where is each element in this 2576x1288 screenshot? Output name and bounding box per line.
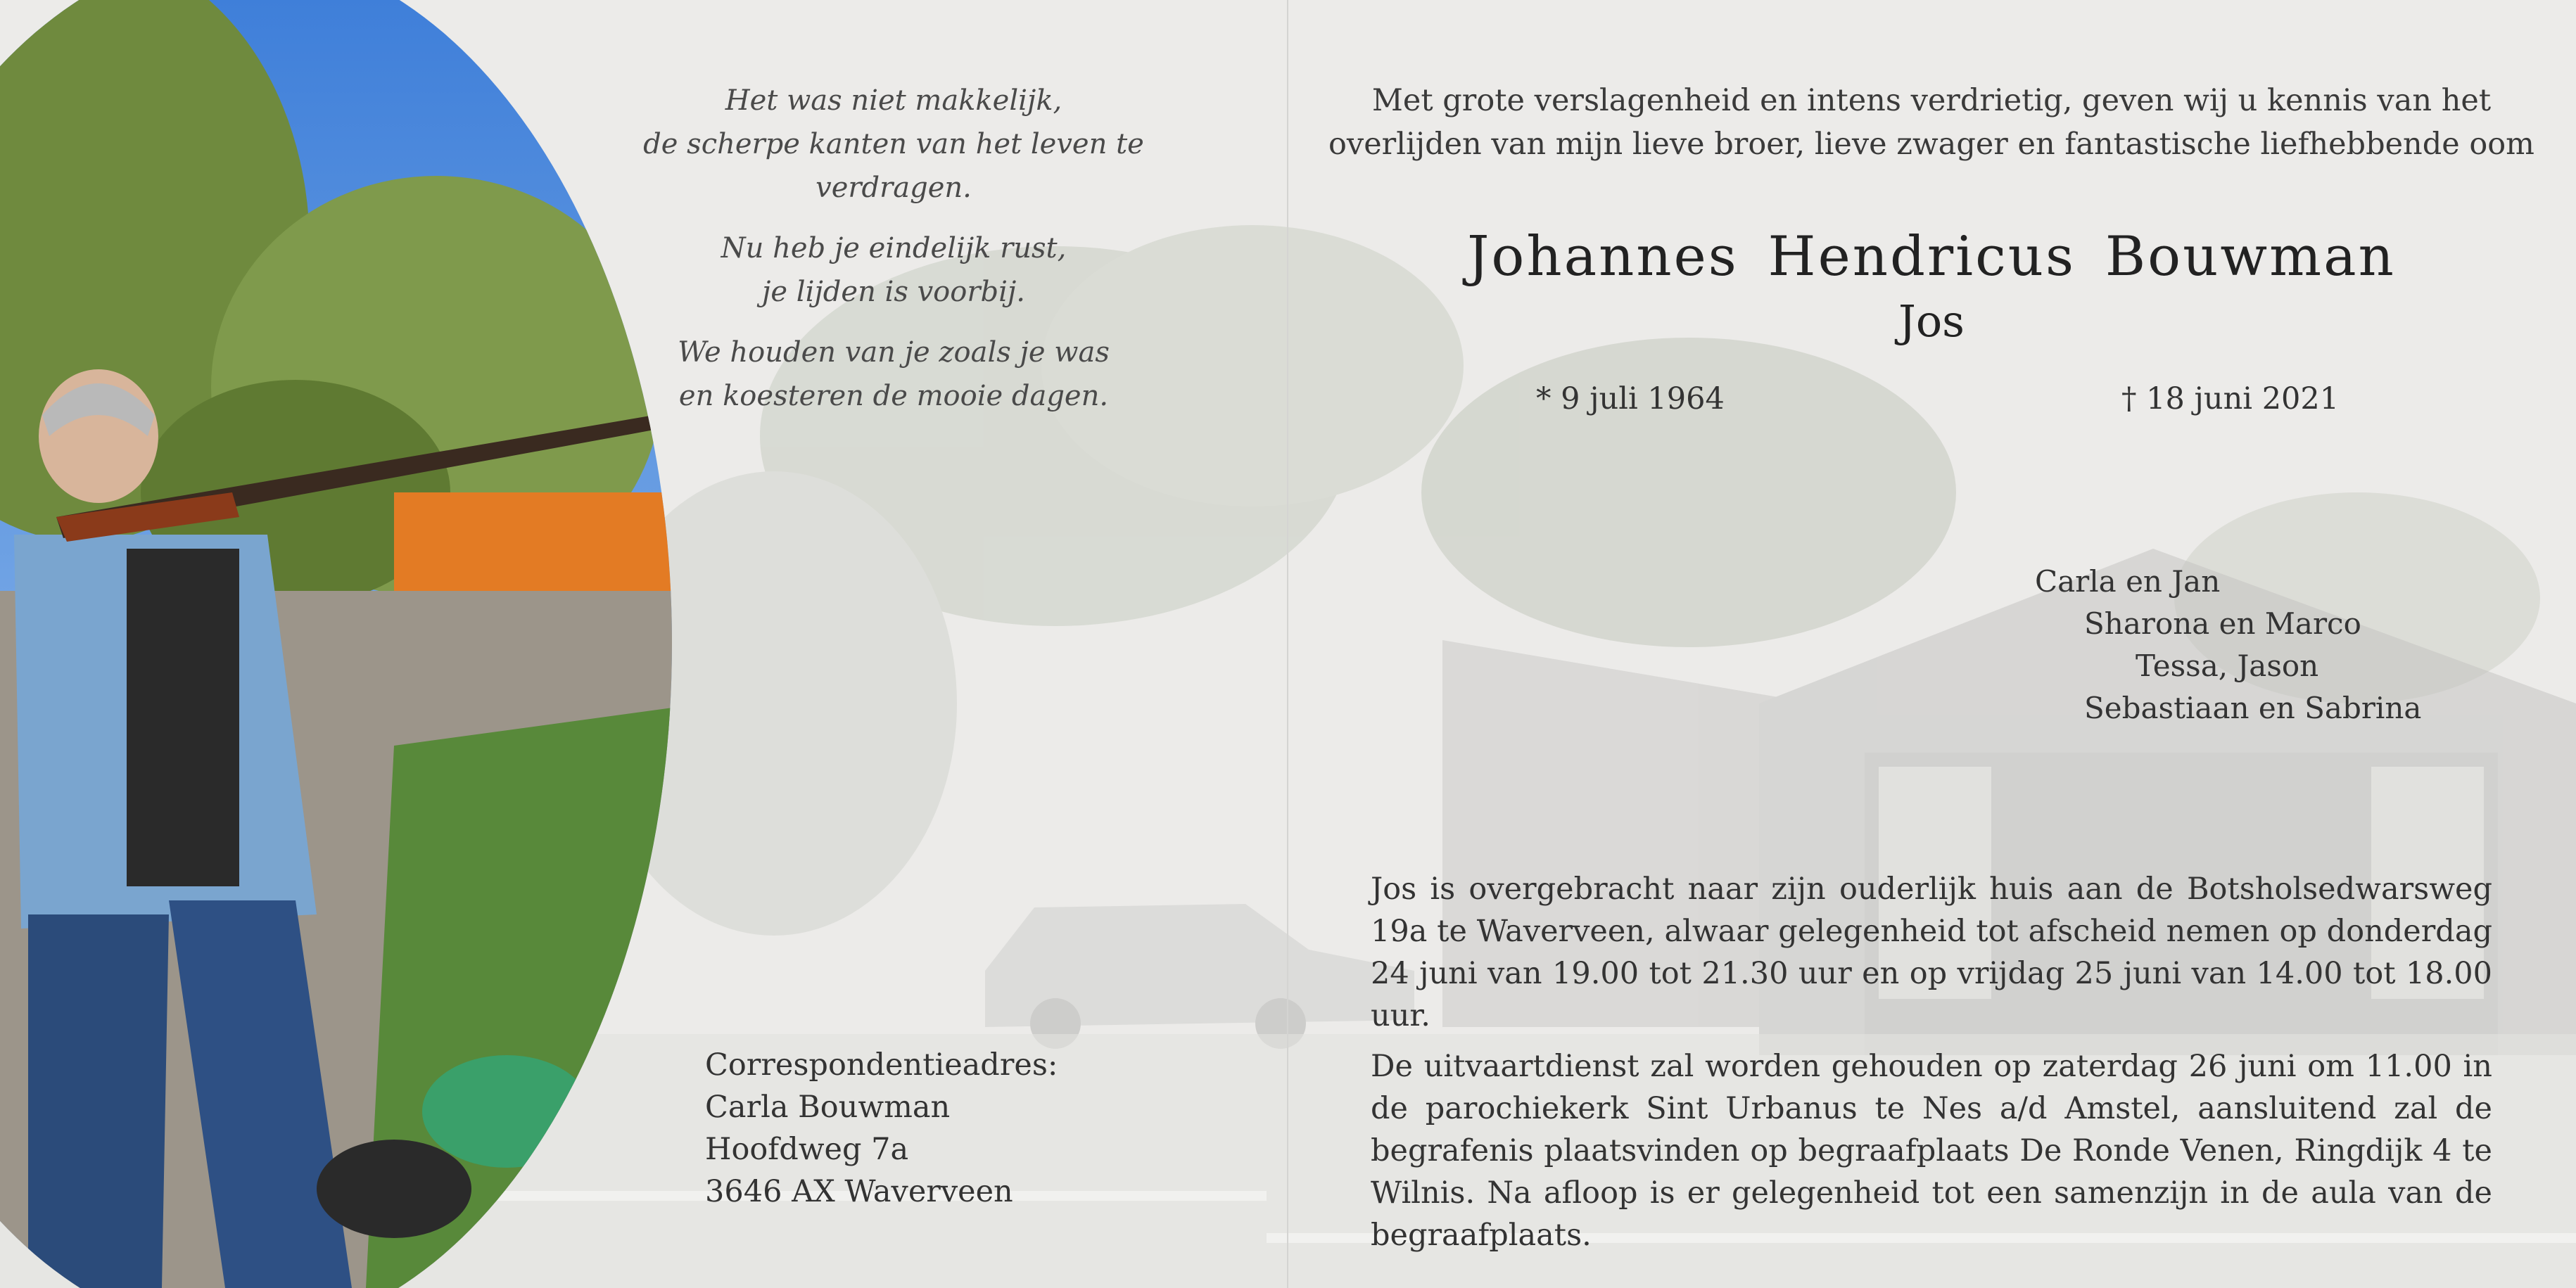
poem-line: de scherpe kanten van het leven te verdragen. [643,128,1144,204]
deceased-nickname: Jos [1898,295,1965,347]
poem-stanza-3 [577,331,1210,418]
family-member: Tessa, Jason [2136,649,2319,683]
death-date: † 18 juni 2021 [2121,381,2340,416]
family-member: Carla en Jan [2035,564,2221,599]
intro-line-1: Met grote verslagenheid en intens verdrietig, geven wij u kennis van het [1371,83,2492,118]
poem-line: je lijden is voorbij. [762,276,1025,308]
announcement-intro [1323,79,2540,166]
funeral-details: De uitvaartdienst zal worden gehouden op zaterdag 26 juni om 11.00 in de parochiekerk Sint Urbanus te Nes a/d Amstel, aansluitend zal de begrafenis plaatsvinden op begraafplaats De Ronde Venen, Ringdijk 4 te Wilnis. Na afloop is er gelegenheid tot een samenzijn in de aula van de begraafplaats. [1371,1049,2492,1253]
card-fold [1287,0,1288,1288]
viewing-details: Jos is overgebracht naar zijn ouderlijk huis aan de Botsholsedwarsweg 19a te Waverveen, alwaar gelegenheid tot afscheid nemen op donderdag 24 juni van 19.00 tot 21.30 uur en op vrijdag 25 juni van 14.00 tot 18.00 uur. [1371,872,2492,1033]
correspondence-heading: Correspondentieadres: [705,1047,1058,1083]
correspondence-city: 3646 AX Waverveen [705,1174,1013,1209]
correspondence-street: Hoofdweg 7a [705,1132,909,1167]
poem-stanza-1 [577,79,1210,210]
family-list [2035,561,2421,729]
deceased-full-name: Johannes Hendricus Bouwman [1467,225,2396,288]
birth-date: * 9 juli 1964 [1536,381,1725,416]
correspondence-name: Carla Bouwman [705,1090,951,1125]
poem-stanza-2 [577,227,1210,314]
poem [577,79,1210,435]
family-member: Sebastiaan en Sabrina [2084,691,2422,725]
poem-line: We houden van je zoals je was [678,336,1110,369]
correspondence-address [705,1044,1058,1213]
poem-line: Nu heb je eindelijk rust, [721,232,1067,264]
poem-line: en koesteren de mooie dagen. [678,380,1109,412]
intro-line-2: overlijden van mijn lieve broer, lieve zwager en fantastische liefhebbende oom [1328,127,2534,162]
poem-line: Het was niet makkelijk, [725,84,1062,117]
family-member: Sharona en Marco [2084,606,2361,641]
